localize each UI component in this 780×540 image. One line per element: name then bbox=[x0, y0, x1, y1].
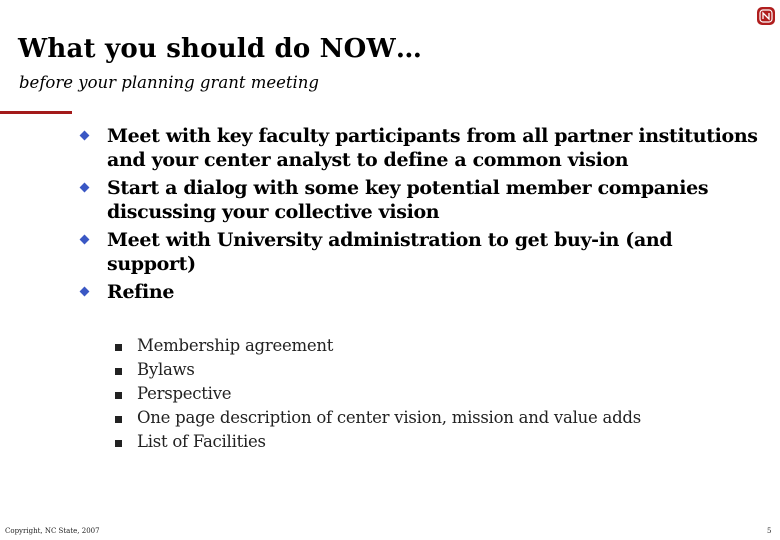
sub-bullet-text: List of Facilities bbox=[137, 432, 266, 451]
diamond-bullet-icon bbox=[80, 183, 90, 193]
bullet-text: Start a dialog with some key potential member companies discussing your collective vision bbox=[107, 177, 709, 223]
sub-bullet-item bbox=[115, 358, 735, 382]
square-bullet-icon bbox=[115, 416, 122, 423]
nc-state-seal-icon bbox=[756, 6, 776, 26]
square-bullet-icon bbox=[115, 344, 122, 351]
diamond-bullet-icon bbox=[80, 287, 90, 297]
sub-bullet-text: Bylaws bbox=[137, 360, 195, 379]
bullet-text: Meet with University administration to get buy-in (and support) bbox=[107, 229, 673, 275]
bullet-item bbox=[79, 177, 759, 224]
title-accent-rule bbox=[0, 111, 72, 114]
slide-title: What you should do NOW… bbox=[18, 34, 423, 64]
bullet-item bbox=[79, 125, 759, 172]
square-bullet-icon bbox=[115, 440, 122, 447]
sub-bullet-text: Membership agreement bbox=[137, 336, 334, 355]
diamond-bullet-icon bbox=[80, 131, 90, 141]
bullet-item bbox=[79, 229, 759, 276]
copyright-footer: Copyright, NC State, 2007 bbox=[5, 527, 100, 535]
bullet-text: Meet with key faculty participants from all partner institutions and your center analyst to define a common vision bbox=[107, 125, 758, 171]
sub-bullet-item bbox=[115, 382, 735, 406]
sub-bullet-item bbox=[115, 334, 735, 358]
sub-bullet-item bbox=[115, 406, 735, 430]
diamond-bullet-icon bbox=[80, 235, 90, 245]
bullet-list bbox=[79, 125, 759, 310]
bullet-text: Refine bbox=[107, 281, 175, 303]
page-number: 5 bbox=[767, 527, 772, 535]
sub-bullet-text: Perspective bbox=[137, 384, 232, 403]
sub-bullet-text: One page description of center vision, mission and value adds bbox=[137, 408, 641, 427]
square-bullet-icon bbox=[115, 392, 122, 399]
sub-bullet-item bbox=[115, 430, 735, 454]
square-bullet-icon bbox=[115, 368, 122, 375]
bullet-item bbox=[79, 281, 759, 305]
sub-bullet-list bbox=[115, 334, 735, 454]
slide-subtitle: before your planning grant meeting bbox=[19, 73, 319, 92]
